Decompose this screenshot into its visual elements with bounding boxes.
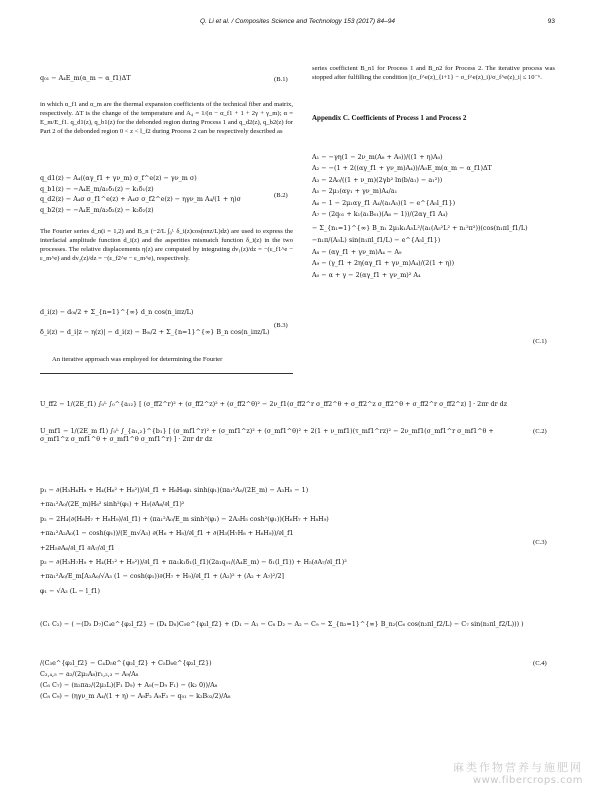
equation-c1-line: A₅ − 2μ₁(αγ₁ + γν_m)A₄/a₁ (312, 187, 398, 196)
equation-c4 (40, 620, 525, 703)
equation-c4-line: (C₁ C₂) − ( −(D₃ D₇)C₄e^{φ₂l_f2} − (D₄ D₈)C₅e^{φ₂l_f2} + (D₁ − A₁ − C₈ D₂ − A₂ − C₉ − Σ_{n₂=1}^{∞} B_n₂(C₆ cos(n₂πl_f2/L) − C₇ sin(n₂πl_f2/L))) ) (40, 620, 524, 628)
equation-c2 (40, 400, 520, 457)
left-paragraph-3: An iterative approach was employed for determining the Fourier (52, 356, 223, 363)
equation-c1-line: A₇ − (2q₀₁ + k₁(a₁B₀₁)(A₆ − 1))/(2αγ_f1 A₄) (312, 209, 448, 218)
equation-c3-line: φ₁ − √A₃ (L − l_f1) (40, 586, 101, 595)
equation-c1-line: − Σ_{n₁=1}^{∞} B_n₁ 2μ₁k₁A₅L²/(a₁(A₅²L² + n₁²π²))(cos(n₁πl_f1/L) (312, 224, 528, 233)
equation-c3-line: +2H₅∂A₆/∂l_f1 ∂A₇/∂l_f1 (40, 543, 115, 552)
equation-c1-line: A₁ − −γη(1 − 2ν_m(A₈ + A₉))/((1 + η)A₀) (312, 153, 443, 161)
equation-b1-text: q₀₁ − A₄E_m(α_m − α_f1)ΔT (40, 74, 131, 82)
equation-c3-line: +πa₁²A₂A₀(1 − cosh(φ₁))/(E_m√A₃) ∂(H₆ + H₈)/∂l_f1 + ∂(H₃(H₇H₈ + H₆H₉))/∂l_f1 (40, 529, 294, 538)
equation-c3-line: +πa₁²A₀/(2E_m)H₆² sinh²(φ₁) + H₅(∂A₆/∂l_f1)² (40, 500, 185, 509)
equation-c4-line: C₃,₄,₅ − a₂/(2μ₂A₈)r₁,₂,₃ − A₉/A₈ (40, 670, 139, 678)
equation-c1-line: −n₁π/(A₅L) sin(n₁πl_f1/L) − e^{A₅l_f1}) (312, 236, 441, 245)
equation-b3-number: (B.3) (274, 322, 288, 329)
equation-c1-line: A₈ − (αγ_f1 + γν_m)A₄ − A₉ (312, 247, 402, 256)
equation-b2-line: q_d2(z) − A₄σ σ_f1^e(z) + A₄σ σ_f2^e(z) − ηγν_m A₄/(1 + η)σ (40, 195, 241, 204)
equation-c4-line: (C₆ C₇) − (n₂πa₂/(2μ₂L)(F₁ D₉) + A₉(−D₉ F₁) − (k₂ 0))/A₈ (40, 681, 218, 689)
equation-c4-line: (C₈ C₉) − (ηγν_m A₄/(1 + η) − A₉F₂ A₉F₃ − q₀₁ − k₂B₀₂/2)/A₈ (40, 692, 231, 700)
watermark-url: www.fibercrops.com (472, 775, 583, 786)
running-header (40, 18, 555, 32)
equation-c4-line: /(C₃e^{φ₂l_f2} − C₄D₅e^{φ₂l_f2} + C₅D₆e^{φ₂l_f2}) (40, 659, 212, 667)
equation-b2 (40, 174, 272, 216)
equation-b2-line: q_d1(z) − A₄((αγ_f1 + γν_m) σ_f^e(z) − γν_m σ) (40, 174, 197, 182)
page-number: 93 (547, 18, 555, 25)
equation-c2-number: (C.2) (533, 428, 547, 435)
equation-b3-line: d_i(z) − d₀ᵢ/2 + Σ_{n=1}^{∞} d_n cos(n_iπz/L) (40, 308, 194, 316)
equation-b2-line: q_b2(z) − −A₄E_m/a₂δ₂(z) − k₂δ₂(z) (40, 205, 154, 214)
equation-b2-line: q_b1(z) − −A₄E_m/a₁δ₁(z) − k₁δ₁(z) (40, 184, 154, 193)
equation-c3-line: p₂ − 2H₄(∂(H₆H₇ + H₈H₉)/∂l_f1) + (πa₁²A₀/E_m sinh²(φ₁) − 2A₃H₅ cosh²(φ₁))(H₆H₇ + H₈H₉) (40, 514, 329, 523)
equation-b2-number: (B.2) (274, 192, 288, 199)
left-paragraph-2: The Fourier series d_n(i = 1,2) and B_n (−2/L ∫₀ᴸ δ_i(z)cos(nπz/L)dz) are used to express the interfacial amplitude function d_i(z) and the asperities mismatch function δ_i(z) in the two processes. The relative displacements η(z) are computed by integrating dv₁(z)/dz = −(ε_f1^e − ε_m^e) and dv₂(z)/dz = −(ε_f2^e − ε_m^e), respectively. (40, 228, 293, 263)
left-paragraph-1: in which α_f1 and α_m are the thermal expansion coefficients of the technical fiber and matrix, respectively. ΔT is the change of the temperature and A₄ = 1/(α − α_f1 + 1 + 2γ + γ_m); α = E_m/E_f1. q_d1(z), q_b1(z) for the debonded region during Process 1 and q_d2(z), q_b2(z) for Part 2 of the debonded region 0 < z < l_f2 during Process 2 can be respectively described as (40, 101, 293, 136)
running-title: Q. Li et al. / Composites Science and Technology 153 (2017) 84–94 (200, 18, 395, 25)
equation-b1-number: (B.1) (274, 76, 288, 83)
equation-c4-number: (C.4) (533, 660, 547, 667)
equation-c1-line: A₉ − (γ_f1 + 2η(αγ_f1 + γν_m)A₄)/(2(1 + η)) (312, 259, 455, 268)
equation-c2-line: U_mf1 − 1/(2E_m f1) ∫₀ᴸ ∫_{a₁,₂}^{b₁} [ (σ_mf1^r)² + (σ_mf1^z)² + (σ_mf1^θ)² + 2(1 + ν_mf1)(τ_mf1^rz)² − 2ν_mf1(σ_mf1^r σ_mf1^θ + σ_mf1^z σ_mf1^θ + σ_mf1^θ σ_mf1^r) ] · 2πr dr dz (40, 427, 494, 443)
equation-c3-line: p₃ − ∂(H₃H₇H₉ + H₄(H₇² + H₉²))/∂l_f1 + πa₁k₁δ₁(l_f1)(2a₁q₀₁/(A₄E_m) − δ₁(l_f1)) + H₅(∂A₇/∂l_f1)² (40, 557, 347, 566)
equation-c1-number: (C.1) (533, 338, 547, 345)
equation-c3-line: p₁ − ∂(H₃H₆H₈ + H₄(H₆² + H₈²))/∂l_f1 + H₆H₈φ₁ sinh(φ₁)(πa₁²A₀/(2E_m) − A₃H₅ − 1) (40, 486, 309, 494)
equation-b1 (40, 74, 275, 82)
appendix-c-heading: Appendix C. Coefficients of Process 1 and Process 2 (312, 114, 467, 122)
equation-c3-line: +πa₁²A₀/E_m[A₂A₀/√A₃ (1 − cosh(φ₁))∂(H₇ + H₉)/∂l_f1 + (A₂)² + (A₂ + A₇)²/2] (40, 572, 285, 581)
equation-c3 (40, 483, 525, 598)
equation-c2-line: U_ff2 − 1/(2E_f1) ∫₀ᴸ ∫₀^{a₁₂} [ (σ_ff2^r)² + (σ_ff2^z)² + (σ_ff2^θ)² − 2ν_f1(σ_ff2^r σ_ff2^θ + σ_ff2^z σ_ff2^θ + σ_ff2^r σ_ff2^z) ] · 2πr dr dz (40, 400, 508, 408)
equation-c1 (312, 153, 548, 282)
watermark (453, 759, 583, 786)
watermark-chinese-text: 麻类作物营养与施肥网 (453, 761, 583, 774)
column-divider-rule (40, 373, 293, 374)
equation-c1-line: A₆ − 1 − 2μ₁αγ_f1 A₄/(a₁A₅)(1 − e^{A₅l_f1}) (312, 198, 456, 207)
equation-c3-number: (C.3) (533, 539, 547, 546)
equation-c1-line: A₃ − 2A₀/((1 + ν_m)(2γb² ln(b/a₁) − a₁²)) (312, 175, 443, 184)
equation-b3-line: δ_i(z) − d_i|z − η(z)| − d_i(z) − B₀ᵢ/2 + Σ_{n=1}^{∞} B_n cos(n_iπz/L) (40, 328, 270, 336)
equation-c1-line: A₀ − α + γ − 2(αγ_f1 + γν_m)² A₄ (312, 270, 421, 279)
equation-b3 (40, 302, 272, 342)
equation-c1-line: A₂ − −(1 + 2((αγ_f1 + γν_m)A₄))/A₀E_m(α_m − α_f1)ΔT (312, 164, 492, 173)
right-paragraph-1: series coefficient B_n1 for Process 1 and B_n2 for Process 2. The iterative process was stopped after fulfilling the condition |(σ_f^e(z)_{i+1} − σ_f^e(z)_i)/σ_f^e(z)_i| ≤ 10⁻⁶. (312, 65, 555, 82)
